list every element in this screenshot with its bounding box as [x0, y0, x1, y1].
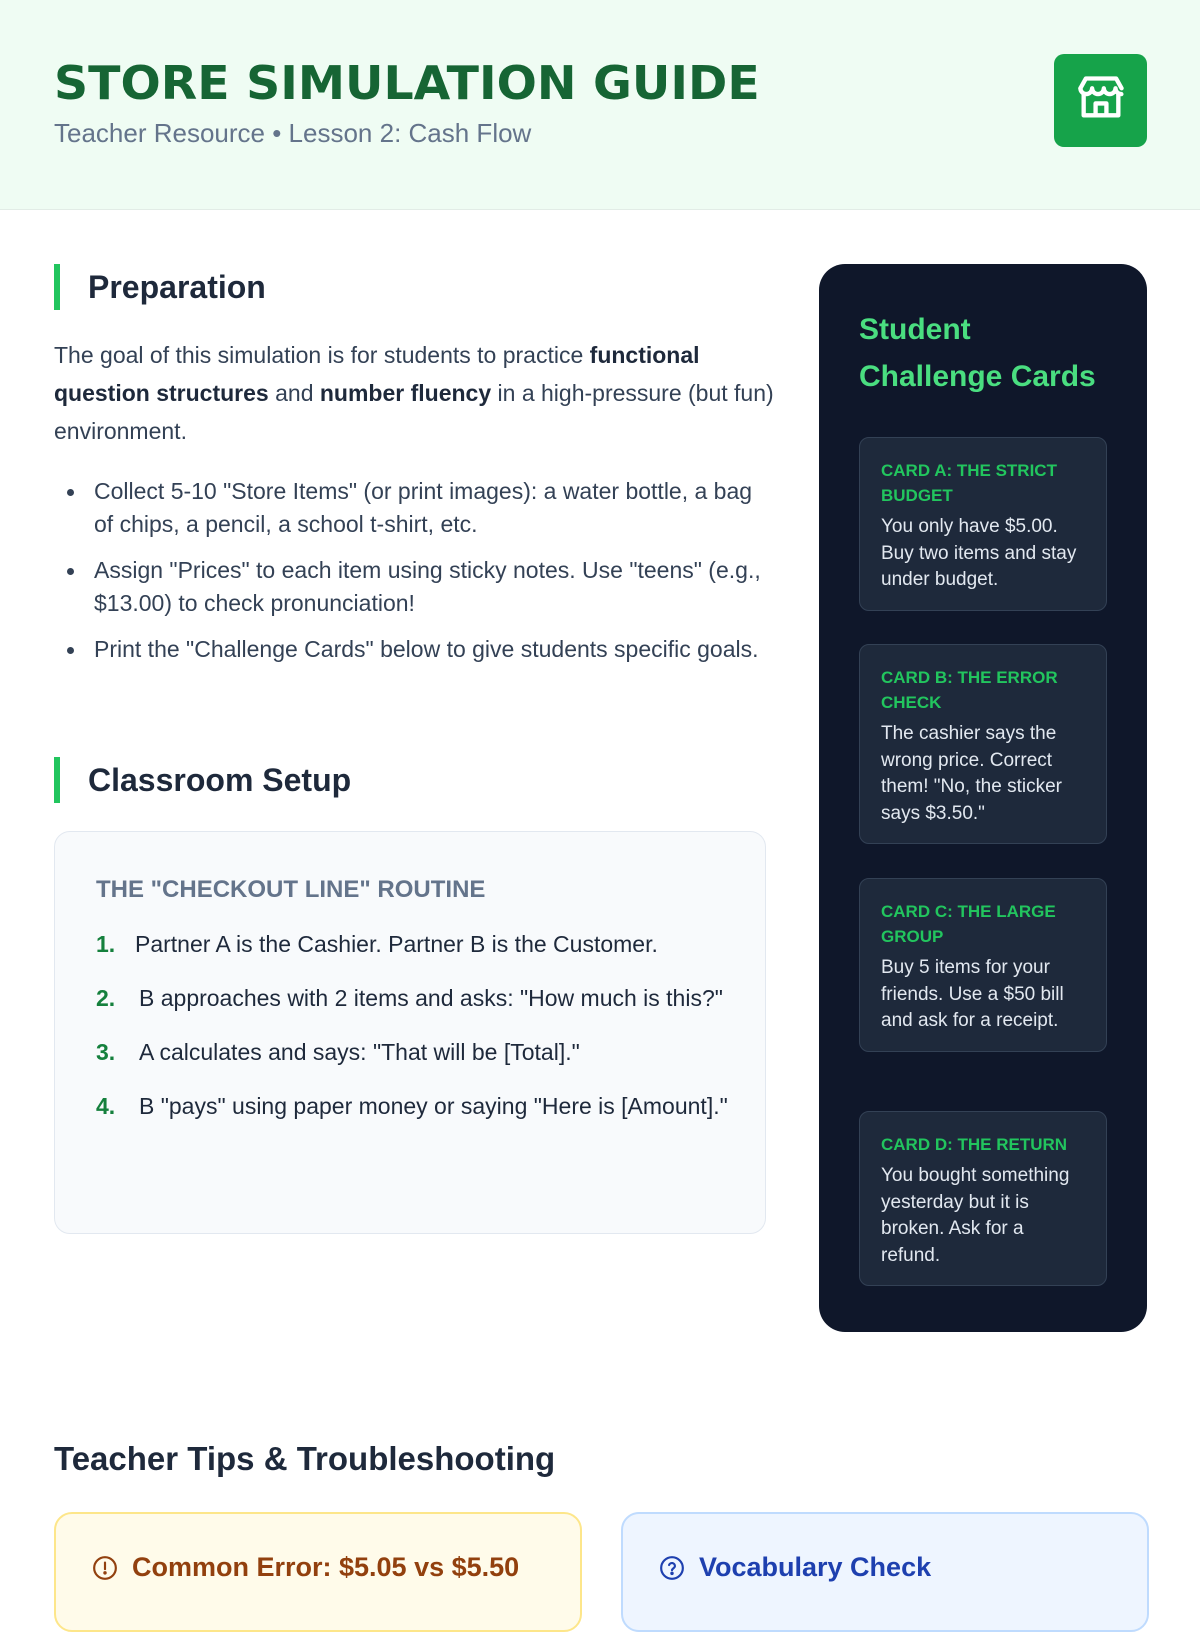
teacher-tips-heading: Teacher Tips & Troubleshooting — [54, 1440, 556, 1477]
preparation-intro: The goal of this simulation is for students to practice functional question structures and number fluency in a high-pressure (but fun) environment. — [54, 342, 774, 444]
store-icon — [1075, 72, 1127, 129]
step-number: 4. — [96, 1093, 116, 1119]
card-text: The cashier says the wrong price. Correct them! "No, the sticker says $3.50." — [881, 723, 1062, 824]
challenge-card-b — [859, 644, 1107, 844]
card-label: CARD C: THE LARGE GROUP — [881, 902, 1056, 946]
preparation-list — [54, 475, 774, 679]
challenge-cards-title: Student Challenge Cards — [859, 313, 1096, 393]
common-error-box — [54, 1512, 582, 1632]
vocabulary-check-title: Vocabulary Check — [699, 1552, 932, 1582]
step-item — [96, 1090, 736, 1123]
step-text: A calculates and says: "That will be [Total]." — [139, 1039, 580, 1065]
preparation-heading: Preparation — [54, 264, 266, 310]
challenge-card-c — [859, 878, 1107, 1052]
help-circle-icon — [659, 1555, 685, 1581]
step-number: 1. — [96, 931, 116, 957]
store-logo — [1054, 54, 1147, 147]
challenge-card-d — [859, 1111, 1107, 1286]
step-item — [96, 1036, 736, 1069]
vocabulary-check-box — [621, 1512, 1149, 1632]
card-label: CARD D: THE RETURN — [881, 1135, 1068, 1154]
list-item: Print the "Challenge Cards" below to give students specific goals. — [54, 633, 774, 666]
step-number: 2. — [96, 985, 116, 1011]
card-text: You bought something yesterday but it is broken. Ask for a refund. — [881, 1165, 1070, 1266]
routine-title: THE "CHECKOUT LINE" ROUTINE — [96, 876, 486, 903]
list-item: Assign "Prices" to each item using sticky notes. Use "teens" (e.g., $13.00) to check pronunciation! — [54, 554, 774, 620]
step-item — [96, 982, 736, 1015]
step-text: Partner A is the Cashier. Partner B is the Customer. — [135, 931, 658, 957]
classroom-setup-heading: Classroom Setup — [54, 757, 351, 803]
step-text: B approaches with 2 items and asks: "How much is this?" — [139, 985, 723, 1011]
page-header — [0, 0, 1200, 210]
card-label: CARD A: THE STRICT BUDGET — [881, 461, 1057, 505]
card-label: CARD B: THE ERROR CHECK — [881, 668, 1058, 712]
step-item — [96, 928, 736, 961]
page-title: STORE SIMULATION GUIDE — [54, 56, 760, 110]
alert-circle-icon — [92, 1555, 118, 1581]
routine-steps — [96, 928, 736, 1144]
common-error-title: Common Error: $5.05 vs $5.50 — [132, 1552, 520, 1582]
checkout-routine-box — [54, 831, 766, 1234]
challenge-cards-panel — [819, 264, 1147, 1332]
step-text: B "pays" using paper money or saying "Here is [Amount]." — [139, 1093, 728, 1119]
step-number: 3. — [96, 1039, 116, 1065]
page-subtitle: Teacher Resource • Lesson 2: Cash Flow — [54, 118, 532, 148]
list-item: Collect 5-10 "Store Items" (or print images): a water bottle, a bag of chips, a pencil, a school t-shirt, etc. — [54, 475, 774, 541]
card-text: Buy 5 items for your friends. Use a $50 bill and ask for a receipt. — [881, 957, 1064, 1031]
challenge-card-a — [859, 437, 1107, 611]
card-text: You only have $5.00. Buy two items and stay under budget. — [881, 516, 1077, 590]
